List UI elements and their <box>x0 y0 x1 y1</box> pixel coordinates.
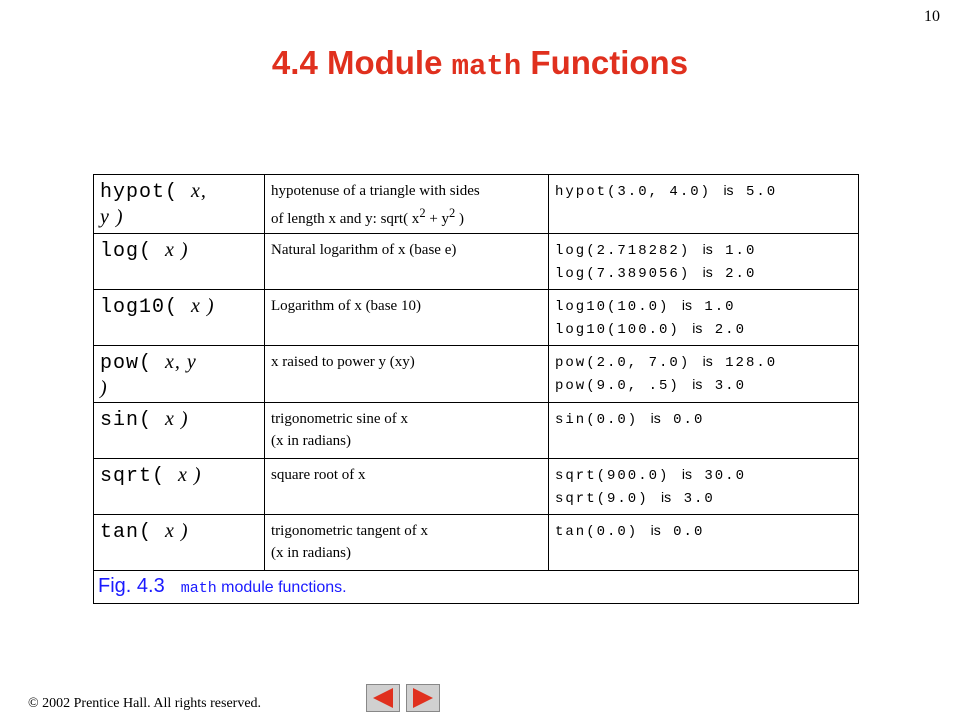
example-result: 0.0 <box>673 524 705 540</box>
example-code: log10(10.0) <box>555 299 670 315</box>
example-code: hypot(3.0, 4.0) <box>555 184 712 200</box>
function-args: x ) <box>165 239 189 261</box>
function-description: trigonometric sine of x <box>271 411 409 427</box>
example-is: is <box>650 410 661 426</box>
function-name: sin( <box>100 409 153 432</box>
description-cell <box>265 459 549 515</box>
math-functions-table <box>93 174 859 604</box>
example-code: sqrt(9.0) <box>555 491 649 507</box>
example-code: pow(9.0, .5) <box>555 378 680 394</box>
function-description-note: (x in radians) <box>271 433 351 449</box>
example-cell <box>549 175 859 234</box>
example-code: log(2.718282) <box>555 243 691 259</box>
table-row <box>94 515 859 571</box>
figure-number: Fig. 4.3 <box>98 575 165 597</box>
example-code: sqrt(900.0) <box>555 468 670 484</box>
function-name: tan( <box>100 521 153 544</box>
function-name: log10( <box>100 296 179 319</box>
example-is: is <box>681 466 692 482</box>
function-name-cell <box>94 346 265 403</box>
slide-title <box>0 44 960 83</box>
example-code: log(7.389056) <box>555 266 691 282</box>
function-name-cell <box>94 175 265 234</box>
example-is: is <box>692 320 703 336</box>
function-description: Logarithm of x (base 10) <box>271 298 421 314</box>
example-cell <box>549 346 859 403</box>
example-result: 1.0 <box>704 299 736 315</box>
right-arrow-icon <box>407 685 439 711</box>
function-args: x ) <box>191 295 215 317</box>
function-args: x ) <box>165 408 189 430</box>
example-cell <box>549 459 859 515</box>
function-description: trigonometric tangent of x <box>271 523 429 539</box>
function-name: log( <box>100 240 153 263</box>
example-cell <box>549 515 859 571</box>
copyright-footer: © 2002 Prentice Hall. All rights reserved. <box>28 696 262 711</box>
example-cell <box>549 234 859 290</box>
example-result: 1.0 <box>725 243 757 259</box>
caption-cell <box>94 571 859 604</box>
slide-navigation <box>366 684 442 712</box>
left-arrow-icon <box>367 685 399 711</box>
figure-caption <box>94 571 858 598</box>
caption-row <box>94 571 859 604</box>
example-result: 2.0 <box>714 322 746 338</box>
example-is: is <box>661 489 672 505</box>
table-row <box>94 234 859 290</box>
description-cell <box>265 346 549 403</box>
example-result: 3.0 <box>683 491 715 507</box>
example-is: is <box>723 182 734 198</box>
description-cell <box>265 290 549 346</box>
example-result: 3.0 <box>714 378 746 394</box>
function-description: square root of x <box>271 467 366 483</box>
example-is: is <box>702 241 713 257</box>
caption-text: module functions. <box>216 579 347 596</box>
function-name-cell <box>94 290 265 346</box>
example-code: pow(2.0, 7.0) <box>555 355 691 371</box>
example-result: 128.0 <box>725 355 778 371</box>
example-cell <box>549 403 859 459</box>
function-args: x, <box>191 180 207 202</box>
function-args: x, y <box>165 351 197 373</box>
table-row <box>94 403 859 459</box>
function-description: x raised to power y (xy) <box>271 354 415 370</box>
function-name-cell <box>94 234 265 290</box>
next-slide-button[interactable] <box>406 684 440 712</box>
caption-module-name: math <box>180 580 217 597</box>
function-description: hypotenuse of a triangle with sides of length x and y: sqrt( $x^2 + y^2$ ) <box>271 183 480 227</box>
example-is: is <box>692 376 703 392</box>
title-module-name: math <box>451 50 522 83</box>
function-args: x ) <box>165 520 189 542</box>
table-row <box>94 175 859 234</box>
example-code: sin(0.0) <box>555 412 639 428</box>
function-name-cell <box>94 515 265 571</box>
example-result: 5.0 <box>745 184 778 200</box>
example-result: 2.0 <box>725 266 757 282</box>
example-is: is <box>681 297 692 313</box>
example-result: 0.0 <box>673 412 705 428</box>
table-row <box>94 459 859 515</box>
title-prefix: 4.4 Module <box>271 44 452 81</box>
table-row <box>94 290 859 346</box>
example-result: 30.0 <box>704 468 746 484</box>
function-description: Natural logarithm of x (base e) <box>271 242 457 258</box>
page-number: 10 <box>924 8 940 25</box>
description-cell <box>265 515 549 571</box>
description-cell <box>265 234 549 290</box>
description-cell <box>265 175 549 234</box>
table-row <box>94 346 859 403</box>
function-name: pow( <box>100 352 153 375</box>
previous-slide-button[interactable] <box>366 684 400 712</box>
description-cell <box>265 403 549 459</box>
function-args-line2: ) <box>100 377 108 399</box>
example-code: tan(0.0) <box>555 524 639 540</box>
example-is: is <box>650 522 661 538</box>
example-is: is <box>702 353 713 369</box>
function-args-line2: y ) <box>100 206 124 228</box>
example-is: is <box>702 264 713 280</box>
function-args: x ) <box>178 464 202 486</box>
function-name: sqrt( <box>100 465 166 488</box>
function-name-cell <box>94 403 265 459</box>
function-description-note: (x in radians) <box>271 545 351 561</box>
example-cell <box>549 290 859 346</box>
title-suffix: Functions <box>521 44 689 81</box>
function-name-cell <box>94 459 265 515</box>
function-name: hypot( <box>100 181 179 204</box>
example-code: log10(100.0) <box>555 322 680 338</box>
